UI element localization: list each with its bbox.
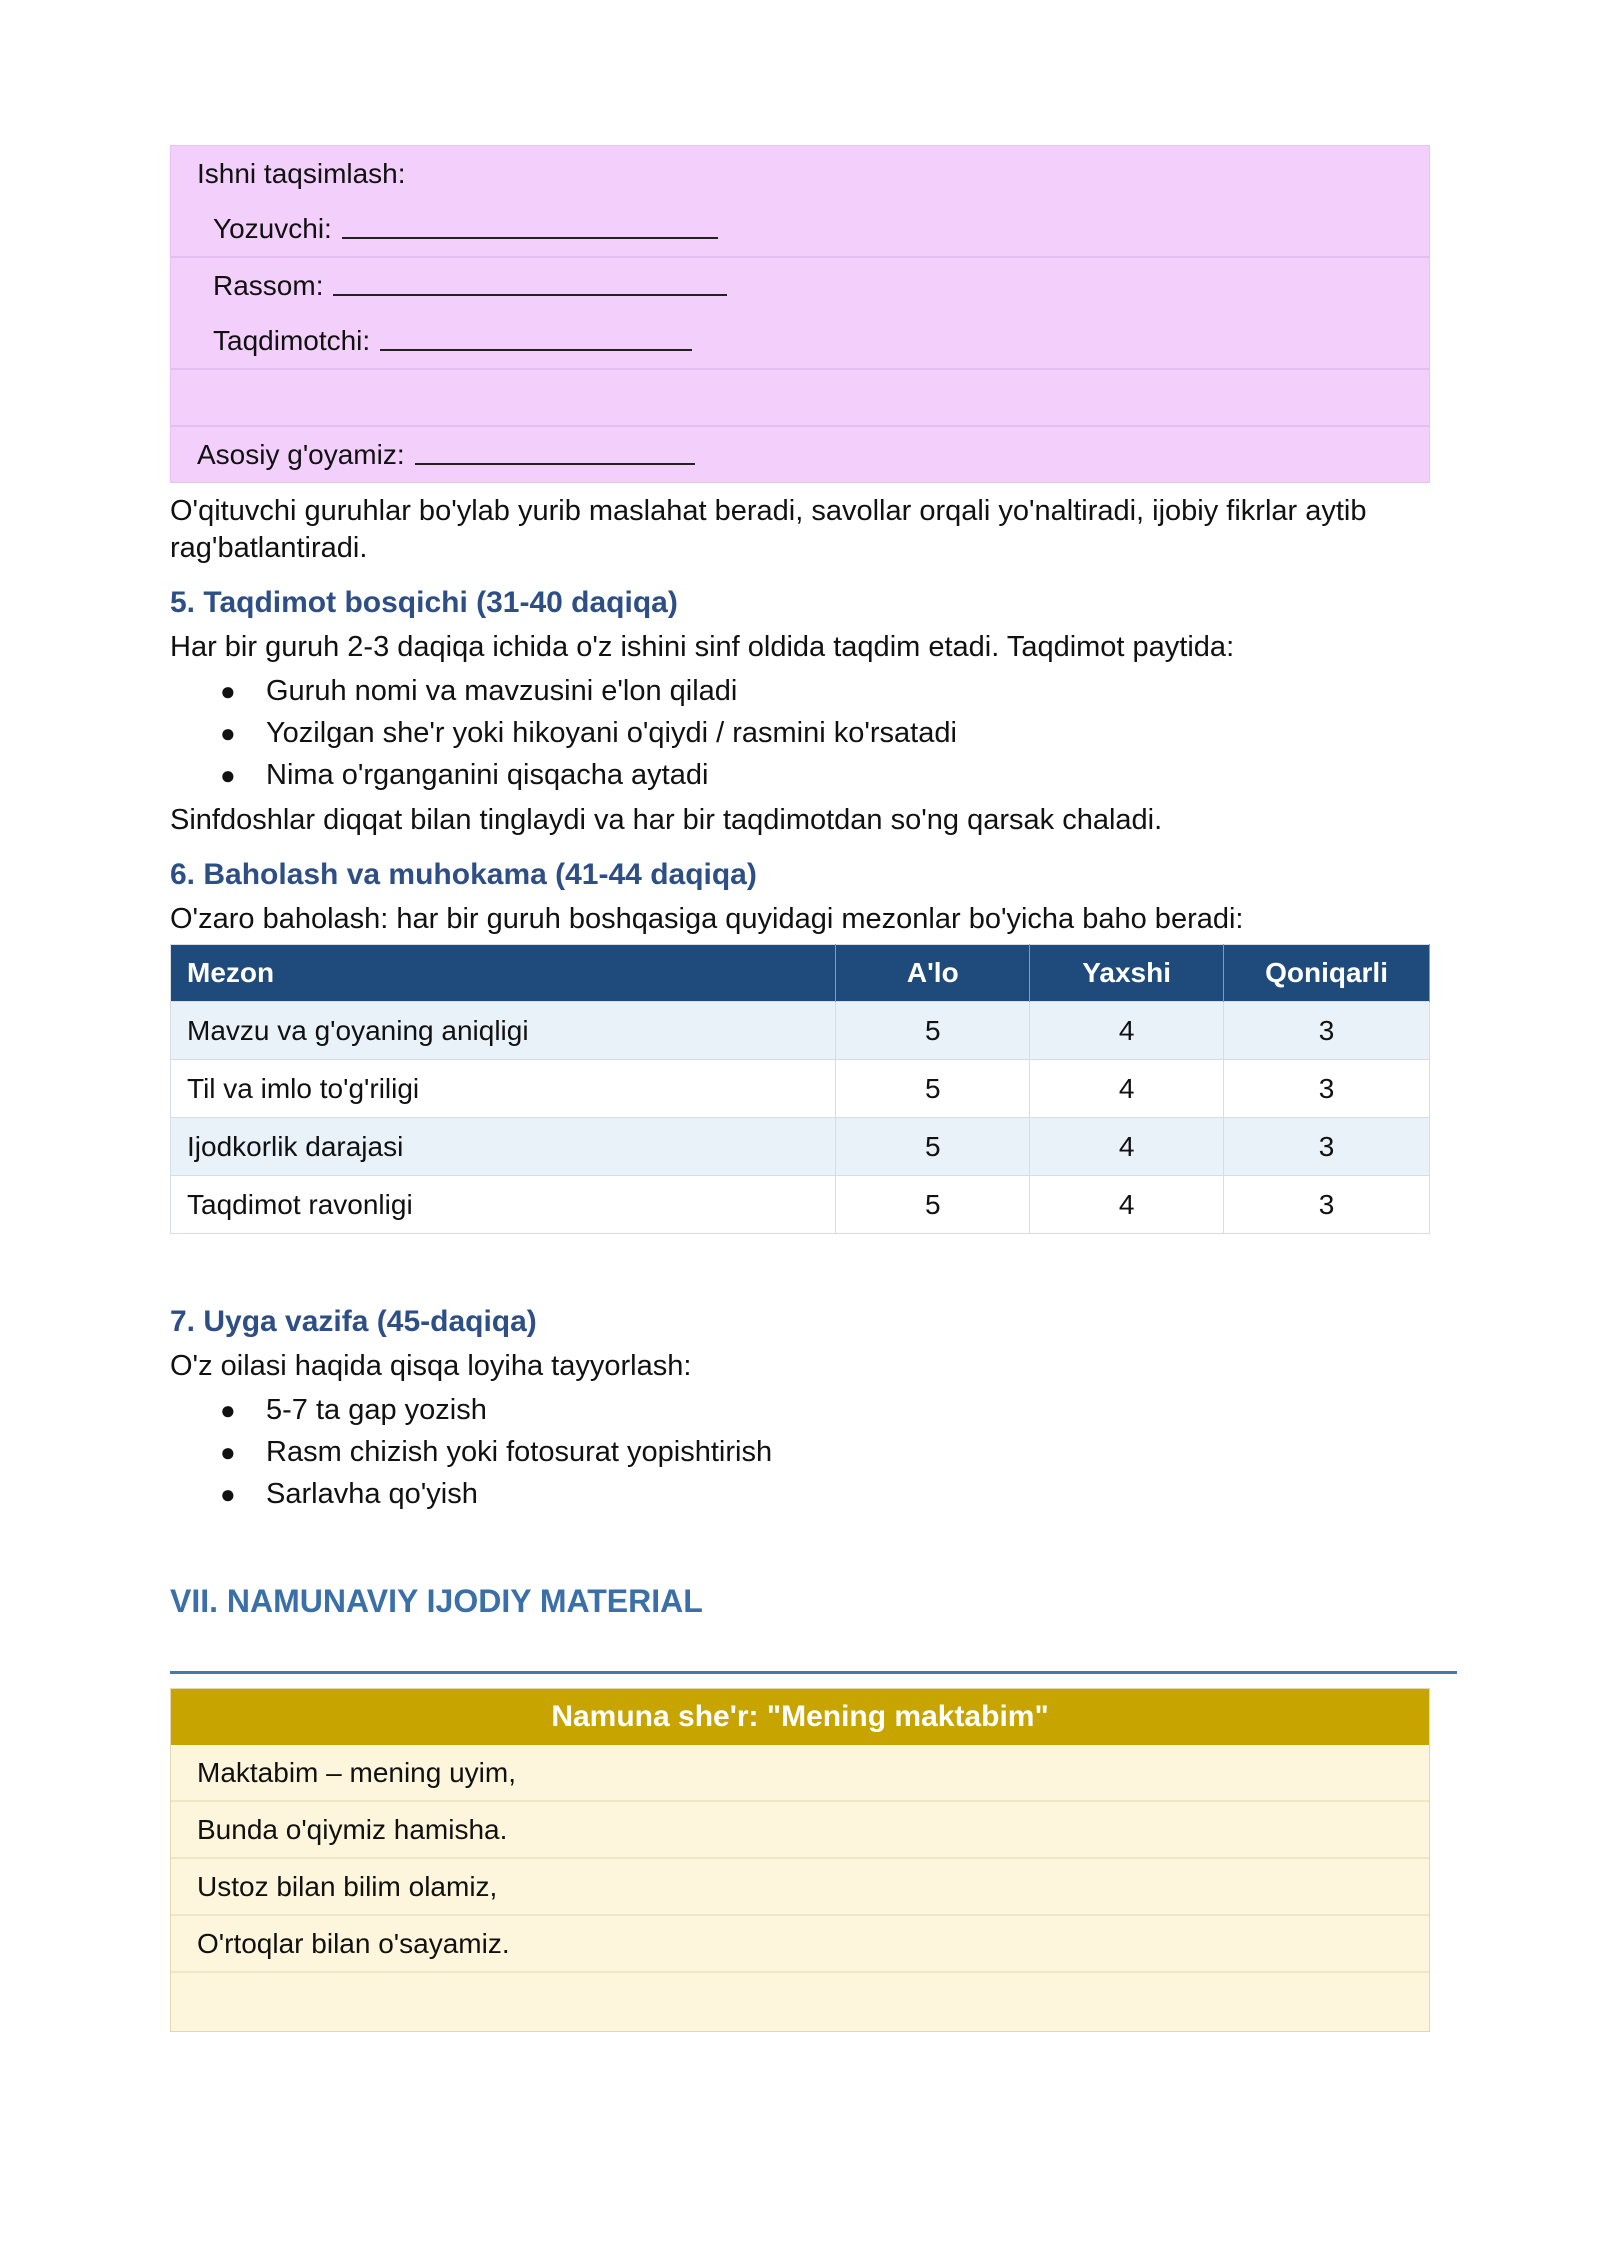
list-item: [170, 712, 1430, 754]
table-cell: Ijodkorlik darajasi: [171, 1118, 836, 1176]
table-cell: 5: [836, 1118, 1030, 1176]
table-row: [171, 1060, 1430, 1118]
presentation-bullet-list: [170, 670, 1430, 796]
poem-line: Bunda o'qiymiz hamisha.: [171, 1802, 1429, 1859]
table-cell: Taqdimot ravonligi: [171, 1176, 836, 1234]
table-cell: 3: [1224, 1002, 1430, 1060]
bullet-icon: ●: [220, 1395, 236, 1425]
column-header-criterion: Mezon: [171, 945, 836, 1002]
poem-line: Ustoz bilan bilim olamiz,: [171, 1859, 1429, 1916]
evaluation-intro: O'zaro baholash: har bir guruh boshqasiga quyidagi mezonlar bo'yicha baho beradi:: [170, 903, 1244, 935]
poem-title: Namuna she'r: "Mening maktabim": [171, 1689, 1429, 1745]
evaluation-table: [170, 944, 1430, 1234]
table-cell: 3: [1224, 1176, 1430, 1234]
section-divider: [170, 1671, 1457, 1674]
role-row-writer: [171, 201, 1429, 258]
table-row: [171, 1002, 1430, 1060]
table-cell: 5: [836, 1060, 1030, 1118]
poem-empty-row: [171, 1973, 1429, 2031]
work-distribution-box: [170, 145, 1430, 483]
list-item: [170, 670, 1430, 712]
list-item: [170, 1389, 1430, 1431]
work-distribution-title-row: [171, 146, 1429, 201]
teacher-note: O'qituvchi guruhlar bo'ylab yurib maslahat beradi, savollar orqali yo'naltiradi, ijobiy fikrlar aytib rag'batlantiradi.: [170, 495, 1367, 564]
homework-intro: O'z oilasi haqida qisqa loyiha tayyorlash:: [170, 1350, 692, 1382]
bullet-icon: ●: [220, 718, 236, 748]
table-cell: 3: [1224, 1060, 1430, 1118]
list-item: [170, 1473, 1430, 1515]
table-cell: 4: [1030, 1002, 1224, 1060]
table-cell: Til va imlo to'g'riligi: [171, 1060, 836, 1118]
table-cell: 4: [1030, 1060, 1224, 1118]
table-cell: Mavzu va g'oyaning aniqligi: [171, 1002, 836, 1060]
main-idea-blank-line: [415, 441, 695, 465]
bullet-icon: ●: [220, 1479, 236, 1509]
table-cell: 4: [1030, 1176, 1224, 1234]
role-row-presenter: [171, 313, 1429, 370]
list-item: [170, 1431, 1430, 1473]
poem-line: Maktabim – mening uyim,: [171, 1745, 1429, 1802]
table-cell: 5: [836, 1002, 1030, 1060]
column-header-satisfactory: Qoniqarli: [1224, 945, 1430, 1002]
bullet-icon: ●: [220, 676, 236, 706]
writer-blank-line: [342, 215, 718, 239]
list-item-text: Sarlavha qo'yish: [266, 1478, 478, 1510]
homework-bullet-list: [170, 1389, 1430, 1515]
presentation-intro: Har bir guruh 2-3 daqiqa ichida o'z ishini sinf oldida taqdim etadi. Taqdimot paytida:: [170, 631, 1235, 663]
artist-blank-line: [333, 272, 727, 296]
role-label-presenter: Taqdimotchi:: [213, 324, 371, 356]
table-row: [171, 1176, 1430, 1234]
list-item-text: Yozilgan she'r yoki hikoyani o'qiydi / rasmini ko'rsatadi: [266, 717, 957, 749]
poem-line: O'rtoqlar bilan o'sayamiz.: [171, 1916, 1429, 1973]
table-cell: 5: [836, 1176, 1030, 1234]
section-vii-heading: VII. NAMUNAVIY IJODIY MATERIAL: [170, 1583, 703, 1619]
main-idea-label: Asosiy g'oyamiz:: [197, 438, 405, 470]
list-item-text: Guruh nomi va mavzusini e'lon qiladi: [266, 675, 738, 707]
presenter-blank-line: [380, 327, 692, 351]
list-item-text: Nima o'rganganini qisqacha aytadi: [266, 759, 709, 791]
role-label-artist: Rassom:: [213, 269, 324, 301]
list-item-text: Rasm chizish yoki fotosurat yopishtirish: [266, 1436, 773, 1468]
column-header-good: Yaxshi: [1030, 945, 1224, 1002]
bullet-icon: ●: [220, 1437, 236, 1467]
work-distribution-title: Ishni taqsimlash:: [197, 157, 406, 189]
table-cell: 3: [1224, 1118, 1430, 1176]
list-item-text: 5-7 ta gap yozish: [266, 1394, 487, 1426]
role-label-writer: Yozuvchi:: [213, 212, 332, 244]
presentation-closing: Sinfdoshlar diqqat bilan tinglaydi va har bir taqdimotdan so'ng qarsak chaladi.: [170, 804, 1163, 836]
bullet-icon: ●: [220, 760, 236, 790]
presentation-heading: 5. Taqdimot bosqichi (31-40 daqiqa): [170, 586, 678, 619]
empty-row: [171, 370, 1429, 427]
main-idea-row: [171, 427, 1429, 482]
homework-heading: 7. Uyga vazifa (45-daqiqa): [170, 1305, 537, 1338]
list-item: [170, 754, 1430, 796]
evaluation-heading: 6. Baholash va muhokama (41-44 daqiqa): [170, 858, 757, 891]
table-row: [171, 1118, 1430, 1176]
document-page: [170, 145, 1430, 2032]
table-header-row: [171, 945, 1430, 1002]
sample-poem-box: [170, 1688, 1430, 2032]
role-row-artist: [171, 258, 1429, 313]
column-header-excellent: A'lo: [836, 945, 1030, 1002]
table-cell: 4: [1030, 1118, 1224, 1176]
